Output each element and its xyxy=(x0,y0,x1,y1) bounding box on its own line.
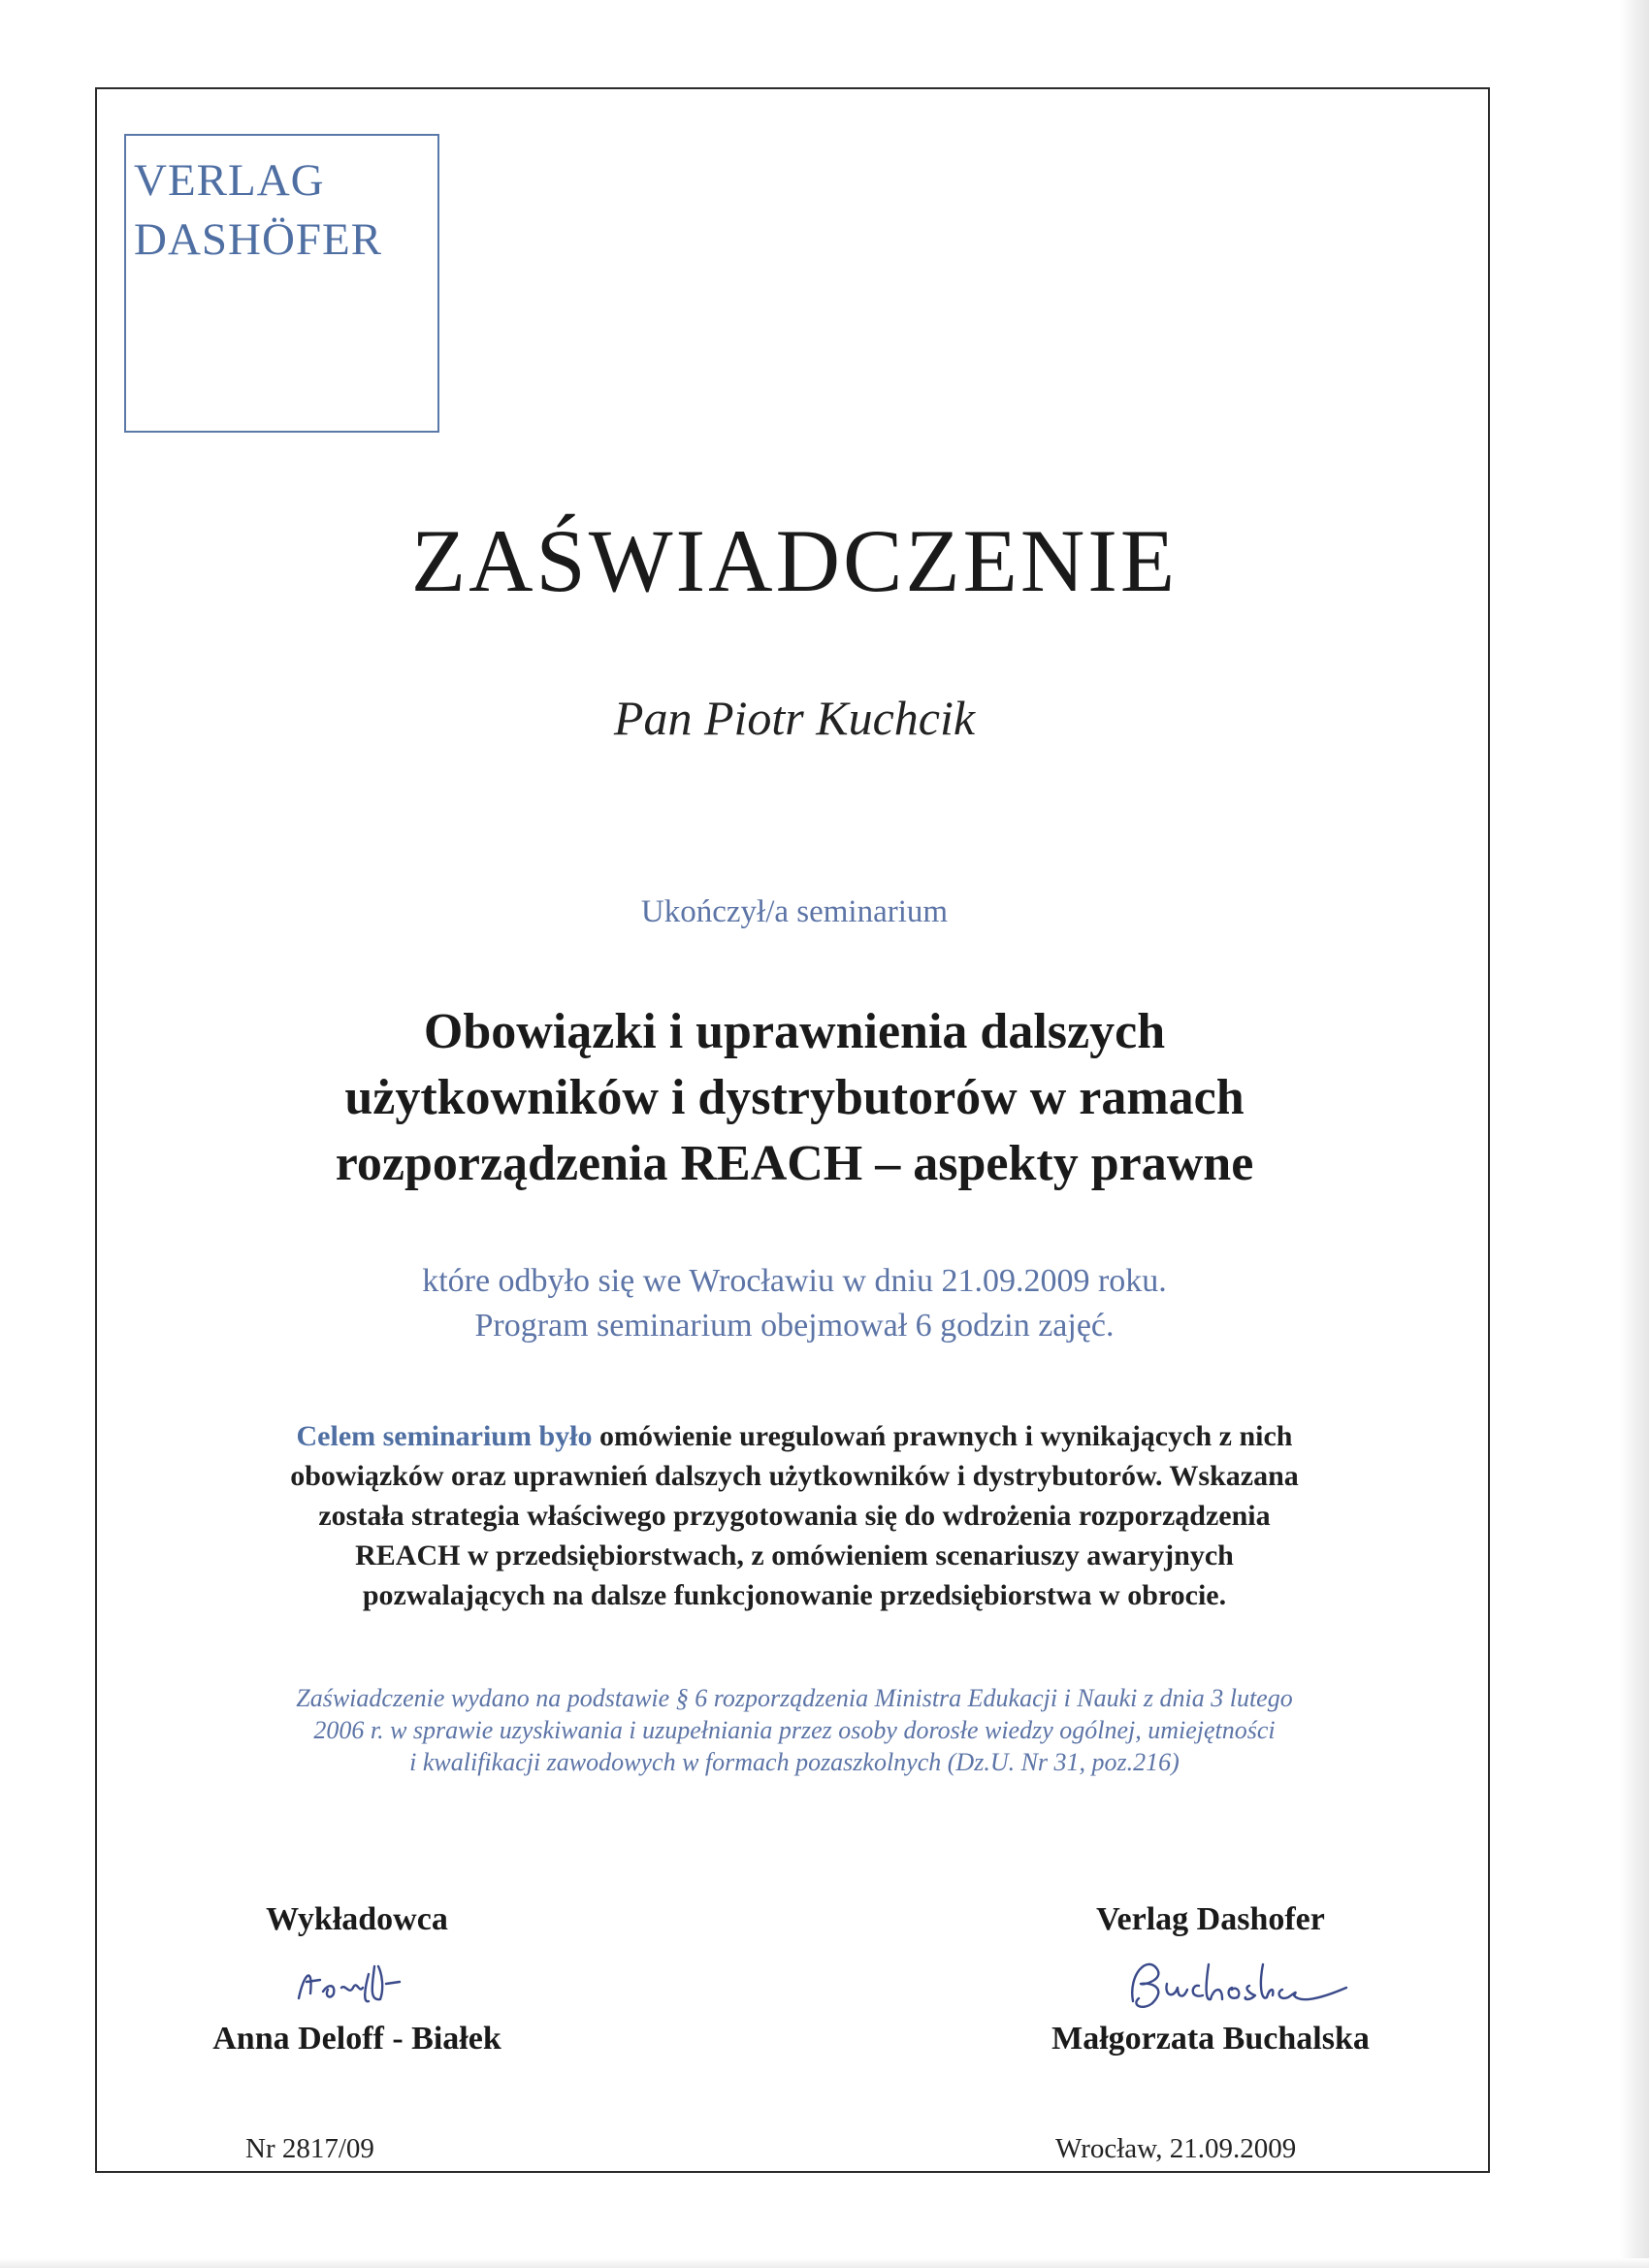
seminar-title-line: Obowiązki i uprawnienia dalszych xyxy=(423,1004,1166,1059)
certificate-title: ZAŚWIADCZENIE xyxy=(410,511,1179,610)
lecturer-name: Anna Deloff - Białek xyxy=(212,2021,501,2057)
certificate-number: Nr 2817/09 xyxy=(245,2133,374,2164)
publisher-role: Verlag Dashofer xyxy=(1096,1901,1325,1937)
recipient-name: Pan Piotr Kuchcik xyxy=(613,691,976,745)
seminar-title xyxy=(107,999,1482,1197)
scan-bottom-edge xyxy=(0,2258,1649,2268)
seminar-title-line: użytkowników i dystrybutorów w ramach xyxy=(344,1070,1245,1125)
seminar-goal xyxy=(107,1416,1482,1615)
goal-line-rest: omówienie uregulowań prawnych i wynikających z nich xyxy=(592,1420,1293,1452)
program-hours-line: Program seminarium obejmował 6 godzin zajęć. xyxy=(474,1308,1115,1344)
goal-line: pozwalających na dalsze funkcjonowanie przedsiębiorstwa w obrocie. xyxy=(362,1579,1227,1611)
goal-line: została strategia właściwego przygotowania się do wdrożenia rozporządzenia xyxy=(318,1500,1271,1532)
goal-lead: Celem seminarium było xyxy=(296,1420,593,1452)
legal-basis-note xyxy=(107,1682,1482,1778)
goal-line xyxy=(107,1416,1482,1456)
logo-line-1: VERLAG xyxy=(134,155,325,206)
completed-label: Ukończył/a seminarium xyxy=(640,894,949,929)
legal-line: 2006 r. w sprawie uzyskiwania i uzupełniania przez osoby dorosłe wiedzy ogólnej, umiejętności xyxy=(313,1716,1276,1744)
lecturer-role: Wykładowca xyxy=(266,1901,448,1937)
goal-line: REACH w przedsiębiorstwach, z omówieniem scenariuszy awaryjnych xyxy=(355,1539,1234,1571)
venue-line: które odbyło się we Wrocławiu w dniu 21.09.2009 roku. xyxy=(422,1263,1167,1299)
publisher-signature-image xyxy=(958,1945,1463,2023)
publisher-name: Małgorzata Buchalska xyxy=(1051,2021,1370,2057)
seminar-venue-info xyxy=(107,1259,1482,1348)
seminar-title-line: rozporządzenia REACH – aspekty prawne xyxy=(335,1136,1254,1191)
goal-line: obowiązków oraz uprawnień dalszych użytkowników i dystrybutorów. Wskazana xyxy=(290,1460,1299,1492)
place-and-date: Wrocław, 21.09.2009 xyxy=(1055,2133,1297,2164)
legal-line: Zaświadczenie wydano na podstawie § 6 rozporządzenia Ministra Edukacji i Nauki z dnia 3 lutego xyxy=(296,1684,1293,1712)
scan-edge xyxy=(1620,0,1649,2268)
legal-line: i kwalifikacji zawodowych w formach pozaszkolnych (Dz.U. Nr 31, poz.216) xyxy=(409,1748,1180,1776)
logo-line-2: DASHÖFER xyxy=(134,214,383,265)
lecturer-signature-image xyxy=(105,1945,609,2023)
